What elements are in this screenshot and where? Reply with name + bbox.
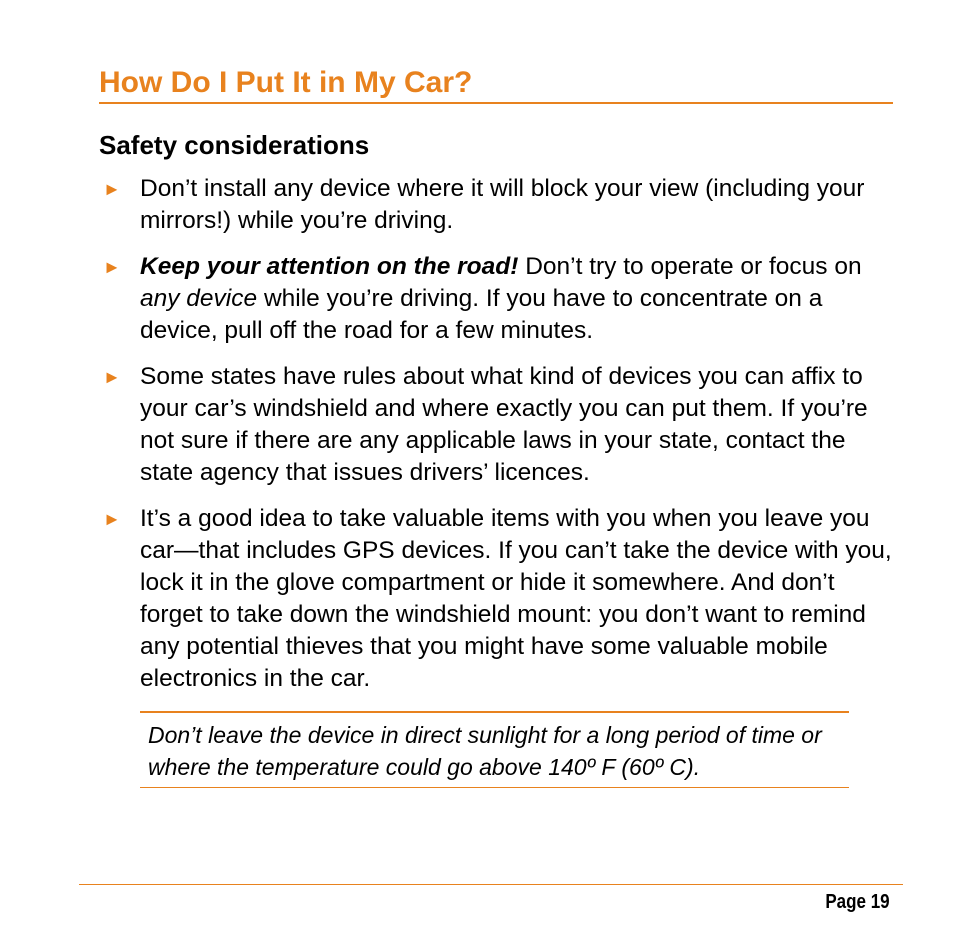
bullet-text: Some states have rules about what kind of devices you can affix to your car’s windshield and where exactly you can put them. If you’re not sure if there are any applicable laws in your state, contact the state agency that issues drivers’ licences. bbox=[140, 363, 868, 486]
bullet-arrow-icon: ► bbox=[103, 257, 121, 277]
page-title: How Do I Put It in My Car? bbox=[99, 64, 893, 104]
list-item bbox=[99, 251, 899, 347]
section-heading: Safety considerations bbox=[99, 130, 370, 160]
list-item bbox=[99, 173, 899, 237]
bullet-text: while you’re driving. If you have to concentrate on a device, pull off the road for a few minutes. bbox=[140, 285, 823, 344]
warning-note: Don’t leave the device in direct sunlight for a long period of time or where the temperature could go above 140º F (60º C). bbox=[140, 711, 849, 788]
footer-divider bbox=[79, 884, 903, 885]
bullet-arrow-icon: ► bbox=[103, 509, 121, 529]
bullet-arrow-icon: ► bbox=[103, 179, 121, 199]
list-item bbox=[99, 361, 899, 489]
bullet-text: It’s a good idea to take valuable items with you when you leave you car—that includes GPS devices. If you can’t take the device with you, lock it in the glove compartment or hide it somewhere. And don’t forget to take down the windshield mount: you don’t want to remind any potential thieves that you might have some valuable mobile electronics in the car. bbox=[140, 505, 892, 692]
bullet-list bbox=[99, 173, 899, 709]
italic-text: any device bbox=[140, 285, 258, 312]
bullet-text: Don’t try to operate or focus on bbox=[518, 253, 862, 280]
bullet-arrow-icon: ► bbox=[103, 367, 121, 387]
list-item bbox=[99, 503, 899, 695]
emphasis-text: Keep your attention on the road! bbox=[140, 253, 519, 280]
bullet-text: Don’t install any device where it will block your view (including your mirrors!) while you’re driving. bbox=[140, 175, 865, 234]
page-number: Page 19 bbox=[825, 891, 890, 913]
